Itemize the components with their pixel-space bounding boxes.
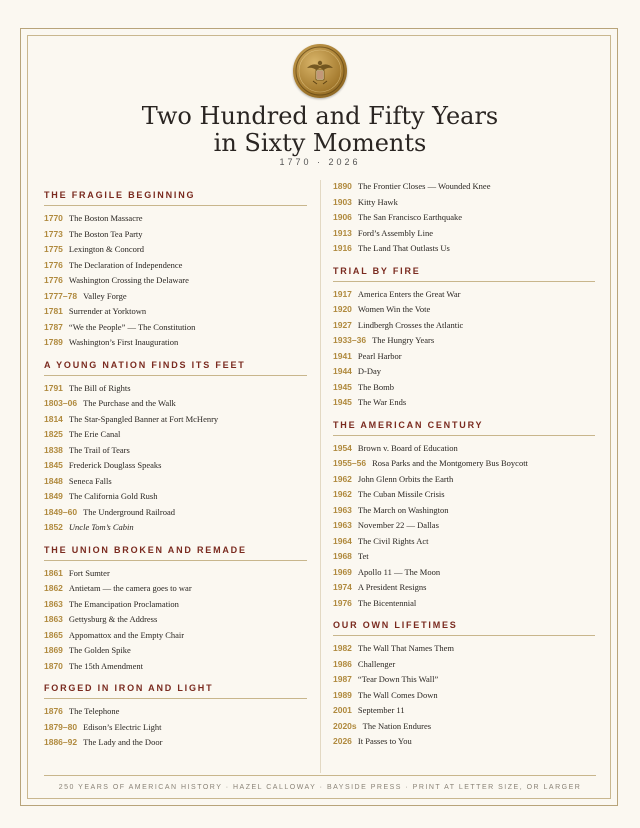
timeline-item — [44, 242, 307, 258]
footer-rule — [44, 775, 596, 776]
item-year: 1974 — [333, 582, 352, 592]
item-title: Uncle Tom’s Cabin — [68, 522, 134, 532]
item-year: 1906 — [333, 212, 352, 222]
section-gap — [333, 411, 595, 420]
item-year: 1955–56 — [333, 458, 367, 468]
item-year: 1814 — [44, 413, 63, 424]
section-heading: FORGED IN IRON AND LIGHT — [44, 683, 307, 699]
timeline-item — [333, 565, 595, 581]
item-year: 1825 — [44, 429, 63, 439]
item-title: Surrender at Yorktown — [68, 306, 147, 316]
timeline-item — [333, 195, 595, 211]
section-heading: THE UNION BROKEN AND REMADE — [44, 545, 307, 561]
item-title: Apollo 11 — The Moon — [357, 566, 441, 577]
timeline-item — [44, 520, 307, 536]
item-title: The Lady and the Door — [83, 737, 163, 747]
section-gap — [44, 351, 307, 360]
section-heading: THE FRAGILE BEGINNING — [44, 190, 307, 206]
footer-text: 250 YEARS OF AMERICAN HISTORY · HAZEL CALLOWAY · BAYSIDE PRESS · PRINT AT LETTER SIZE, OR LARGER — [58, 784, 582, 791]
item-year: 1903 — [333, 196, 352, 207]
item-year: 1941 — [333, 350, 352, 361]
timeline-item — [44, 412, 307, 428]
item-year: 1863 — [44, 598, 63, 609]
timeline-item — [333, 703, 595, 719]
item-year: 1913 — [333, 227, 352, 238]
item-title: Women Win the Vote — [357, 304, 431, 314]
item-year: 1776 — [44, 259, 63, 270]
section-gap — [44, 536, 307, 545]
timeline-item — [333, 657, 595, 673]
item-year: 2026 — [333, 736, 352, 746]
timeline-item — [333, 503, 595, 519]
item-year: 1920 — [333, 304, 352, 314]
item-title: Gettysburg & the Address — [68, 614, 158, 624]
timeline-item — [333, 210, 595, 226]
item-title: Washington’s First Inauguration — [68, 337, 179, 347]
item-year: 1982 — [333, 643, 352, 653]
item-year: 1863 — [44, 614, 63, 624]
item-title: The Telephone — [68, 706, 120, 716]
item-title: The Land That Outlasts Us — [357, 243, 450, 253]
timeline-item — [333, 441, 595, 457]
item-title: Ford’s Assembly Line — [357, 227, 434, 238]
item-year: 1781 — [44, 306, 63, 316]
section-heading: THE AMERICAN CENTURY — [333, 420, 595, 436]
item-year: 1989 — [333, 689, 352, 700]
timeline-item — [44, 289, 307, 305]
item-title: “Tear Down This Wall” — [357, 674, 439, 684]
timeline-item — [44, 443, 307, 459]
item-year: 1849–60 — [44, 506, 78, 517]
item-year: 1849 — [44, 491, 63, 501]
item-title: Frederick Douglass Speaks — [68, 460, 162, 470]
item-title: Challenger — [357, 658, 396, 669]
item-year: 1787 — [44, 321, 63, 332]
timeline-item — [333, 734, 595, 750]
section-heading: A YOUNG NATION FINDS ITS FEET — [44, 360, 307, 376]
item-year: 1987 — [333, 674, 352, 684]
item-title: The 15th Amendment — [68, 660, 144, 671]
item-year: 1933–36 — [333, 335, 367, 345]
timeline-item — [333, 241, 595, 257]
timeline-item — [44, 273, 307, 289]
timeline-item — [333, 318, 595, 334]
item-title: The Declaration of Independence — [68, 259, 183, 270]
item-year: 2001 — [333, 705, 352, 715]
timeline-item — [44, 505, 307, 521]
item-title: The Frontier Closes — Wounded Knee — [357, 181, 491, 191]
timeline-item — [44, 735, 307, 751]
timeline-item — [333, 472, 595, 488]
timeline-item — [44, 612, 307, 628]
item-year: 1964 — [333, 535, 352, 546]
timeline-item — [333, 333, 595, 349]
item-year: 1927 — [333, 319, 352, 330]
item-title: Fort Sumter — [68, 567, 110, 578]
item-year: 1869 — [44, 645, 63, 655]
item-year: 1876 — [44, 706, 63, 716]
item-title: Lindbergh Crosses the Atlantic — [357, 319, 464, 330]
item-title: The March on Washington — [357, 504, 449, 515]
timeline-item — [333, 580, 595, 596]
item-title: The Civil Rights Act — [357, 535, 429, 546]
item-title: Seneca Falls — [68, 475, 112, 486]
column-divider — [320, 180, 321, 773]
item-year: 1968 — [333, 551, 352, 561]
item-title: The Trail of Tears — [68, 444, 130, 455]
item-title: The Cuban Missile Crisis — [357, 489, 445, 499]
timeline-item — [333, 226, 595, 242]
timeline-item — [44, 566, 307, 582]
item-year: 1770 — [44, 213, 63, 223]
item-title: The Star-Spangled Banner at Fort McHenry — [68, 413, 219, 424]
item-year: 1963 — [333, 520, 352, 530]
item-title: The Emancipation Proclamation — [68, 598, 179, 609]
item-title: America Enters the Great War — [357, 288, 461, 299]
eagle-seal-icon — [293, 44, 347, 98]
timeline-item — [44, 427, 307, 443]
item-title: Edison’s Electric Light — [83, 721, 162, 732]
item-title: John Glenn Orbits the Earth — [357, 473, 454, 484]
item-title: The Hungry Years — [372, 335, 435, 345]
item-title: Valley Forge — [83, 290, 127, 301]
page-title-line1: Two Hundred and Fifty Years — [141, 102, 499, 130]
timeline-item — [333, 688, 595, 704]
timeline-item — [44, 258, 307, 274]
item-year: 1861 — [44, 567, 63, 578]
right-column — [333, 179, 595, 750]
item-year: 1962 — [333, 489, 352, 499]
item-year: 1777–78 — [44, 290, 78, 301]
item-title: The War Ends — [357, 397, 407, 407]
item-title: Washington Crossing the Delaware — [68, 275, 189, 285]
item-year: 1944 — [333, 366, 352, 376]
item-title: Lexington & Concord — [68, 244, 144, 254]
section-gap — [333, 611, 595, 620]
item-year: 1945 — [333, 397, 352, 407]
item-year: 1945 — [333, 381, 352, 392]
item-title: “We the People” — The Constitution — [68, 321, 196, 332]
item-year: 1775 — [44, 244, 63, 254]
item-year: 1879–80 — [44, 721, 78, 732]
item-year: 1791 — [44, 382, 63, 393]
section-gap — [333, 257, 595, 266]
item-year: 1886–92 — [44, 737, 78, 747]
section-heading: OUR OWN LIFETIMES — [333, 620, 595, 636]
timeline-item — [44, 720, 307, 736]
timeline-item — [44, 304, 307, 320]
item-year: 1870 — [44, 660, 63, 671]
timeline-item — [333, 672, 595, 688]
section-heading: TRIAL BY FIRE — [333, 266, 595, 282]
item-year: 1776 — [44, 275, 63, 285]
item-title: The Underground Railroad — [83, 506, 175, 517]
timeline-item — [333, 719, 595, 735]
item-year: 2020s — [333, 720, 357, 731]
timeline-item — [44, 396, 307, 412]
item-title: The Purchase and the Walk — [83, 398, 176, 408]
timeline-item — [44, 320, 307, 336]
timeline-item — [333, 395, 595, 411]
left-column — [44, 190, 307, 751]
timeline-item — [333, 518, 595, 534]
timeline-item — [333, 487, 595, 503]
item-year: 1803–06 — [44, 398, 78, 408]
item-title: The Boston Massacre — [68, 213, 143, 223]
timeline-item — [44, 643, 307, 659]
item-year: 1773 — [44, 228, 63, 239]
timeline-item — [333, 456, 595, 472]
item-title: The Boston Tea Party — [68, 228, 143, 239]
item-title: The Bomb — [357, 381, 395, 392]
timeline-item — [333, 287, 595, 303]
timeline-item — [333, 596, 595, 612]
timeline-item — [333, 549, 595, 565]
timeline-item — [44, 489, 307, 505]
item-title: The Erie Canal — [68, 429, 121, 439]
item-year: 1986 — [333, 658, 352, 669]
item-title: The Bicentennial — [357, 597, 417, 608]
item-year: 1962 — [333, 473, 352, 484]
timeline-item — [44, 659, 307, 675]
item-title: Antietam — the camera goes to war — [68, 583, 192, 593]
timeline-item — [44, 381, 307, 397]
item-year: 1954 — [333, 442, 352, 453]
item-year: 1848 — [44, 475, 63, 486]
timeline-item — [44, 581, 307, 597]
item-title: The Bill of Rights — [68, 382, 131, 393]
item-year: 1963 — [333, 504, 352, 515]
item-title: Brown v. Board of Education — [357, 442, 458, 453]
timeline-item — [44, 335, 307, 351]
item-year: 1862 — [44, 583, 63, 593]
item-title: Pearl Harbor — [357, 350, 402, 361]
item-title: The Wall That Names Them — [357, 643, 455, 653]
item-year: 1865 — [44, 629, 63, 640]
item-year: 1838 — [44, 444, 63, 455]
timeline-item — [333, 302, 595, 318]
item-title: September 11 — [357, 705, 405, 715]
timeline-item — [44, 628, 307, 644]
timeline-item — [333, 349, 595, 365]
item-year: 1852 — [44, 522, 63, 532]
item-title: A President Resigns — [357, 582, 427, 592]
timeline-item — [44, 211, 307, 227]
item-year: 1917 — [333, 288, 352, 299]
item-year: 1916 — [333, 243, 352, 253]
item-title: The Wall Comes Down — [357, 689, 438, 700]
page-title-line2: in Sixty Moments — [213, 129, 427, 157]
timeline-item — [333, 179, 595, 195]
year-range: 1770 · 2026 — [279, 157, 361, 167]
item-title: The Golden Spike — [68, 645, 131, 655]
timeline-item — [333, 380, 595, 396]
item-year: 1890 — [333, 181, 352, 191]
timeline-item — [44, 597, 307, 613]
timeline-item — [333, 364, 595, 380]
item-title: Tet — [357, 551, 369, 561]
item-title: Appomattox and the Empty Chair — [68, 629, 185, 640]
timeline-item — [44, 227, 307, 243]
timeline-item — [44, 704, 307, 720]
item-title: The California Gold Rush — [68, 491, 158, 501]
timeline-item — [333, 534, 595, 550]
item-title: Rosa Parks and the Montgomery Bus Boycott — [372, 458, 528, 468]
item-year: 1976 — [333, 597, 352, 608]
item-title: The Nation Endures — [362, 720, 432, 731]
item-year: 1845 — [44, 460, 63, 470]
section-gap — [44, 674, 307, 683]
item-title: D-Day — [357, 366, 382, 376]
item-year: 1969 — [333, 566, 352, 577]
timeline-item — [44, 458, 307, 474]
item-title: Kitty Hawk — [357, 196, 398, 207]
item-year: 1789 — [44, 337, 63, 347]
item-title: It Passes to You — [357, 736, 412, 746]
item-title: November 22 — Dallas — [357, 520, 439, 530]
item-title: The San Francisco Earthquake — [357, 212, 463, 222]
timeline-item — [333, 641, 595, 657]
timeline-item — [44, 474, 307, 490]
